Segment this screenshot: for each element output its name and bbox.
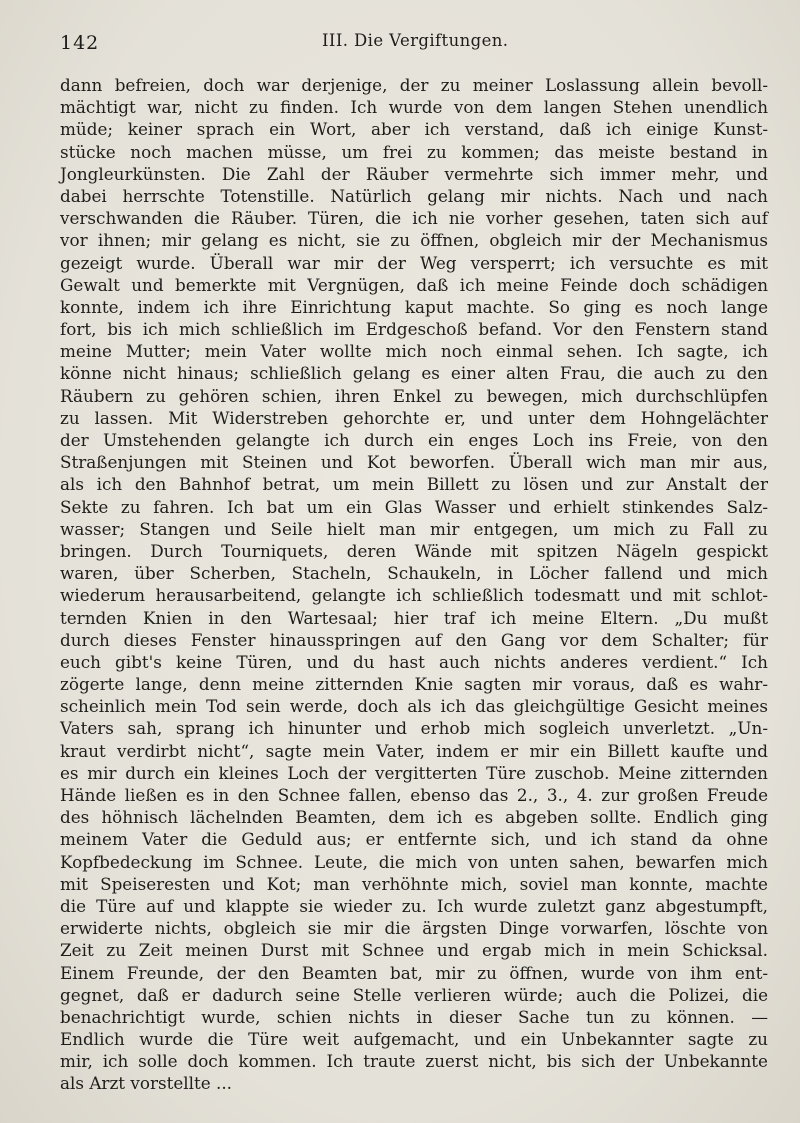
text-line: verschwanden die Räuber. Türen, die ich nie vorher gesehen, taten sich auf [60, 208, 768, 229]
text-line: meine Mutter; mein Vater wollte mich noch einmal sehen. Ich sagte, ich [60, 341, 768, 362]
text-line: dann befreien, doch war derjenige, der zu meiner Loslassung allein bevoll- [60, 75, 768, 95]
text-line: gegnet, daß er dadurch seine Stelle verlieren würde; auch die Polizei, die [60, 984, 768, 1005]
text-line: wiederum herausarbeitend, gelangte ich schließlich todesmatt und mit schlot- [60, 585, 768, 606]
text-line: Straßenjungen mit Steinen und Kot beworfen. Überall wich man mir aus, [60, 452, 768, 473]
text-line: Sekte zu fahren. Ich bat um ein Glas Wasser und erhielt stinkendes Salz- [60, 496, 768, 517]
text-line: mir, ich solle doch kommen. Ich traute zuerst nicht, bis sich der Unbekannte [60, 1051, 768, 1072]
text-line: könne nicht hinaus; schließlich gelang es einer alten Frau, die auch zu den [60, 363, 768, 384]
page-number: 142 [60, 32, 100, 54]
text-line: durch dieses Fenster hinausspringen auf den Gang vor dem Schalter; für [60, 629, 768, 650]
text-line: vor ihnen; mir gelang es nicht, sie zu öffnen, obgleich mir der Mechanismus [60, 230, 768, 251]
text-line: müde; keiner sprach ein Wort, aber ich verstand, daß ich einige Kunst- [60, 119, 768, 140]
text-line: des höhnisch lächelnden Beamten, dem ich es abgeben sollte. Endlich ging [60, 807, 768, 828]
text-line: erwiderte nichts, obgleich sie mir die ärgsten Dinge vorwarfen, löschte von [60, 918, 768, 939]
text-line: Zeit zu Zeit meinen Durst mit Schnee und ergab mich in mein Schicksal. [60, 940, 768, 961]
text-line: Kopfbedeckung im Schnee. Leute, die mich von unten sahen, bewarfen mich [60, 851, 768, 872]
text-line: Einem Freunde, der den Beamten bat, mir zu öffnen, wurde von ihm ent- [60, 962, 768, 983]
text-line-final: als Arzt vorstellte ... [60, 1073, 233, 1094]
running-header [56, 28, 770, 56]
chapter-title: III. Die Vergiftungen. [322, 31, 509, 50]
text-line: zögerte lange, denn meine zitternden Knie sagten mir voraus, daß es wahr- [60, 674, 768, 695]
text-line: Räubern zu gehören schien, ihren Enkel zu bewegen, mich durchschlüpfen [60, 385, 768, 406]
text-line: der Umstehenden gelangte ich durch ein enges Loch ins Freie, von den [60, 430, 768, 450]
text-line: Hände ließen es in den Schnee fallen, ebenso das 2., 3., 4. zur großen Freude [60, 785, 768, 805]
text-line: Vaters sah, sprang ich hinunter und erhob mich sogleich unverletzt. „Un- [60, 718, 768, 739]
text-line: wasser; Stangen und Seile hielt man mir entgegen, um mich zu Fall zu [60, 518, 768, 539]
text-line: Gewalt und bemerkte mit Vergnügen, daß ich meine Feinde doch schädigen [60, 274, 768, 295]
text-line: kraut verdirbt nicht“, sagte mein Vater, indem er mir ein Billett kaufte und [60, 740, 768, 761]
text-line: meinem Vater die Geduld aus; er entfernte sich, und ich stand da ohne [60, 829, 768, 850]
text-line: fort, bis ich mich schließlich im Erdgeschoß befand. Vor den Fenstern stand [60, 319, 768, 340]
text-line: zu lassen. Mit Widerstreben gehorchte er, und unter dem Hohngelächter [60, 407, 768, 428]
text-line: als ich den Bahnhof betrat, um mein Billett zu lösen und zur Anstalt der [60, 474, 768, 495]
text-line: scheinlich mein Tod sein werde, doch als ich das gleichgültige Gesicht meines [60, 696, 768, 717]
text-line: stücke noch machen müsse, um frei zu kommen; das meiste bestand in [60, 141, 768, 162]
text-line: ternden Knien in den Wartesaal; hier traf ich meine Eltern. „Du mußt [60, 607, 768, 628]
text-line: benachrichtigt wurde, schien nichts in dieser Sache tun zu können. — [60, 1006, 768, 1027]
text-line: waren, über Scherben, Stacheln, Schaukeln, in Löcher fallend und mich [60, 563, 768, 584]
text-line: Jongleurkünsten. Die Zahl der Räuber vermehrte sich immer mehr, und [60, 163, 768, 184]
body-text [60, 74, 768, 1095]
text-line: es mir durch ein kleines Loch der vergitterten Türe zuschob. Meine zitternden [60, 762, 768, 783]
text-line: die Türe auf und klappte sie wieder zu. Ich wurde zuletzt ganz abgestumpft, [60, 895, 768, 916]
text-line: bringen. Durch Tourniquets, deren Wände mit spitzen Nägeln gespickt [60, 540, 768, 561]
show-through-shadow [630, 1090, 790, 1116]
text-line: Endlich wurde die Türe weit aufgemacht, und ein Unbekannter sagte zu [60, 1029, 768, 1050]
text-line: gezeigt wurde. Überall war mir der Weg versperrt; ich versuchte es mit [60, 252, 768, 273]
text-line: euch gibt's keine Türen, und du hast auch nichts anderes verdient.“ Ich [60, 651, 768, 672]
text-line: konnte, indem ich ihre Einrichtung kaput machte. So ging es noch lange [60, 296, 768, 317]
text-line: mit Speiseresten und Kot; man verhöhnte mich, soviel man konnte, machte [60, 873, 768, 894]
text-line: dabei herrschte Totenstille. Natürlich gelang mir nichts. Nach und nach [60, 185, 768, 206]
text-line: mächtigt war, nicht zu finden. Ich wurde von dem langen Stehen unendlich [60, 97, 768, 118]
